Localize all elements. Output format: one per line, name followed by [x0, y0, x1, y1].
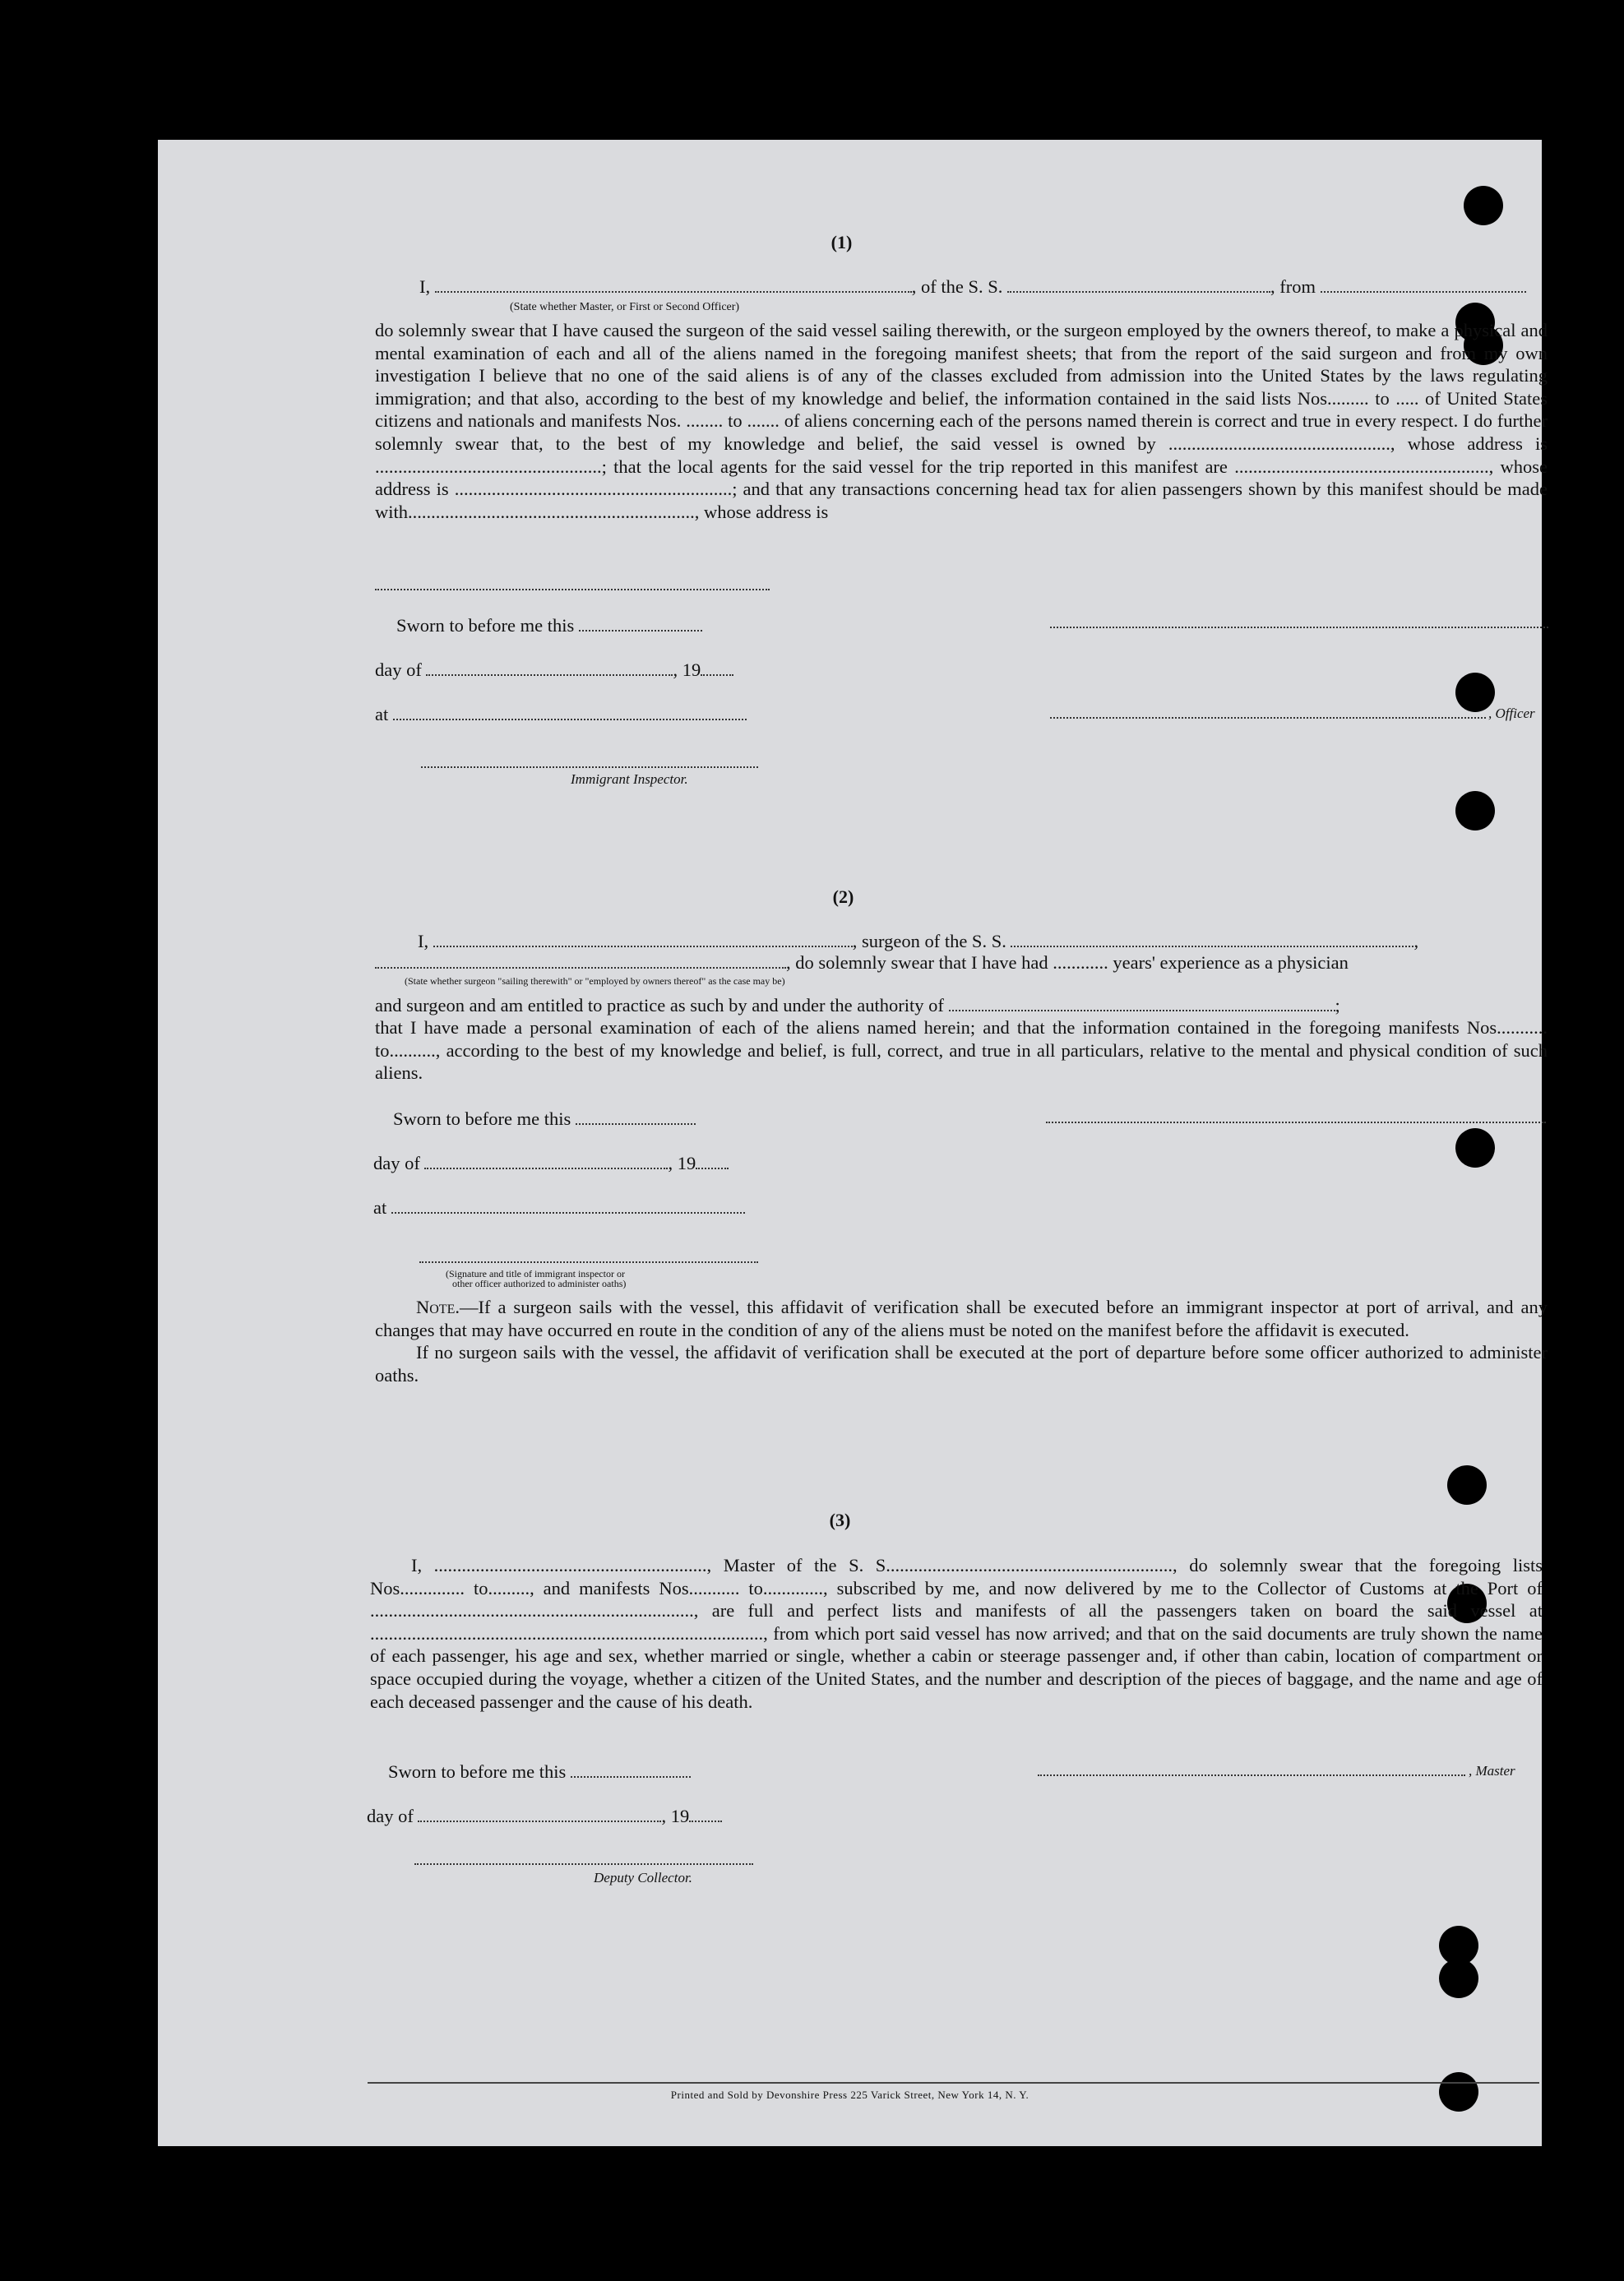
- deputy-collector-label: Deputy Collector.: [594, 1870, 692, 1885]
- master-signature-line: [1038, 1774, 1465, 1776]
- section-1-heading: (1): [831, 232, 853, 252]
- section-2-line-2: , do solemnly swear that I have had ............ years' experience as a physician: [375, 952, 1349, 974]
- surgeon-caption: (State whether surgeon "sailing therewith" or "employed by owners thereof" as the case may be): [405, 975, 785, 987]
- printer-footer: Printed and Sold by Devonshire Press 225 Varick Street, New York 14, N. Y.: [670, 2089, 1029, 2101]
- punch-hole: [1455, 791, 1495, 831]
- section-2-heading: (2): [832, 886, 854, 907]
- officer-caption: (State whether Master, or First or Second Officer): [510, 301, 740, 313]
- day-of-line-2: day of , 19: [373, 1153, 729, 1174]
- sworn-line-2: Sworn to before me this: [393, 1108, 696, 1130]
- footer-rule: [368, 2082, 1539, 2084]
- signature-line-1: [1050, 627, 1548, 628]
- day-of-line-3: day of , 19: [367, 1806, 722, 1827]
- inspector-line: [421, 766, 758, 768]
- section-1-oath-text: do solemnly swear that I have caused the surgeon of the said vessel sailing therewith, or the surgeon employed by the owners thereof, to make a physical and mental examination of each and all of the aliens named in the foregoing manifest sheets; that from the report of the said surgeon and from my own investigation I believe that no one of the said aliens is of any of the classes excluded from admission into the United States by the laws regulating immigration; and that also, according to the best of my knowledge and belief, the information contained in the said lists Nos......... to ..... of United States citizens and nationals and manifests Nos. ........ to ....... of aliens concerning each of the persons named therein is correct and true in every respect. I do further solemnly swear that, to the best of my knowledge and belief, the said vessel is owned by ................................................, whose address is .................................................; that the local agents for the said vessel for the trip reported in this manifest are ......................................................., whose address is ............................................................; and that any transactions concerning head tax for alien passengers shown by this manifest should be made with.............................................................., whose address is: [375, 320, 1548, 522]
- sworn-line-3: Sworn to before me this: [388, 1761, 691, 1783]
- immigrant-inspector-label: Immigrant Inspector.: [571, 771, 688, 787]
- section-2-note: Note.—If a surgeon sails with the vessel, this affidavit of verification shall be executed before an immigrant inspector at port of arrival, and any changes that may have occurred en route in the condition of any of the aliens must be noted on the manifest before the affidavit is executed. If no surgeon sails with the vessel, the affidavit of verification shall be executed at the port of departure before some officer authorized to administer oaths.: [375, 1297, 1548, 1386]
- day-of-line-1: day of , 19: [375, 659, 733, 681]
- bleed-through-text: [511, 189, 521, 208]
- document-page: [158, 140, 1548, 2146]
- signature-caption-1: (Signature and title of immigrant inspector or: [446, 1268, 625, 1279]
- section-2-line-1: I, , surgeon of the S. S. ,: [418, 931, 1419, 951]
- signature-caption-2: other officer authorized to administer oaths): [452, 1278, 627, 1289]
- at-line-2: at: [373, 1197, 745, 1219]
- punch-hole: [1447, 1465, 1487, 1505]
- officer-signature-line: [1050, 717, 1486, 719]
- section-1-line-1: I, , of the S. S. , from: [419, 276, 1526, 298]
- master-label: , Master: [1469, 1763, 1515, 1779]
- address-line: [375, 589, 770, 590]
- officer-label: , Officer: [1488, 706, 1535, 721]
- section-3-oath-text: I, ..........................................................., Master of the S. S.............................................................., do solemnly swear that the foregoing lists Nos.............. to........., and manifests Nos........... to............., subscribed by me, and now delivered by me to the Collector of Customs at the Port of ......................................................................, are full and perfect lists and manifests of all the passengers taken on board the said vessel at ....................................................................................., from which port said vessel has now arrived; and that on the said documents are truly shown the name of each passenger, his age and sex, whether married or single, whether a cabin or steerage passenger and, if other than cabin, location of compartment or space occupied during the voyage, whether a citizen of the United States, and the number and description of the pieces of baggage, and the name and age of each deceased passenger and the cause of his death.: [370, 1555, 1543, 1712]
- punch-hole: [1439, 1959, 1478, 1998]
- section-3-heading: (3): [829, 1510, 851, 1530]
- punch-hole: [1464, 186, 1503, 225]
- collector-line: [414, 1863, 753, 1865]
- sworn-line-1: Sworn to before me this: [396, 615, 702, 636]
- section-2-authority-line: and surgeon and am entitled to practice as such by and under the authority of ;: [375, 995, 1340, 1016]
- section-2-oath-text: that I have made a personal examination of each of the aliens named herein; and that the information contained in the foregoing manifests Nos........... to.........., according to the best of my knowledge and belief, is full, correct, and true in all particulars, relative to the mental and physical condition of such aliens.: [375, 1017, 1548, 1084]
- punch-hole: [1455, 1128, 1495, 1168]
- signature-line-2: [1046, 1122, 1546, 1123]
- at-line-1: at: [375, 704, 747, 725]
- inspector-signature-line: [419, 1261, 758, 1263]
